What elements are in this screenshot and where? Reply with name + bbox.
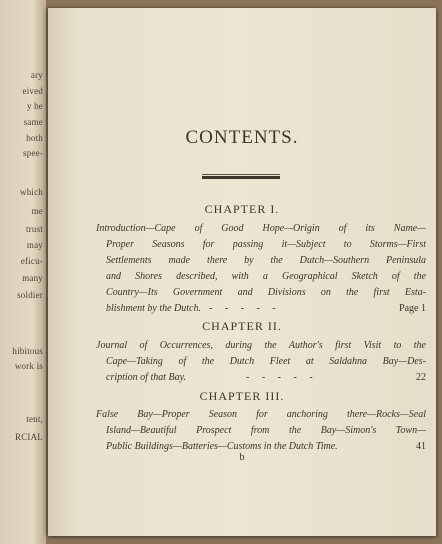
summary-last-line xyxy=(96,370,426,386)
summary-line: Country—Its Government and Divisions on the first Esta- xyxy=(106,287,426,298)
left-page-fragment: both xyxy=(26,133,43,143)
summary-line: Cape—Taking of the Dutch Fleet at Saldahna Bay—Des- xyxy=(106,356,426,367)
left-page-fragment: many xyxy=(22,273,43,283)
chapter-summary xyxy=(96,338,426,386)
left-page-fragment: RCIAL xyxy=(15,432,43,442)
left-page-fragment: ary xyxy=(30,70,43,80)
summary-line: Island—Beautiful Prospect from the Bay—Simon's Town— xyxy=(106,425,426,436)
chapter-summary xyxy=(96,407,426,455)
summary-line: Introduction—Cape of Good Hope—Origin of its Name— xyxy=(96,223,426,234)
left-page-fragment: eficu- xyxy=(20,256,43,266)
summary-line: False Bay—Proper Season for anchoring there—Rocks—Seal xyxy=(96,409,426,420)
left-page-fragment: me xyxy=(31,206,43,216)
page-reference: 22 xyxy=(416,372,426,383)
summary-line: and Shores described, with a Geographical Sketch of the xyxy=(106,271,426,282)
left-facing-page xyxy=(0,0,46,544)
summary-last-line xyxy=(96,301,426,317)
left-page-fragment: may xyxy=(26,240,43,250)
page-title: CONTENTS. xyxy=(185,127,299,148)
left-page-fragment: which xyxy=(20,187,43,197)
summary-line-text: Public Buildings—Batteries—Customs in the Dutch Time. xyxy=(106,441,338,452)
title-rule-ornament xyxy=(202,174,280,179)
chapter-summary xyxy=(96,221,426,317)
dot-leader: - - - - - xyxy=(208,303,281,314)
summary-line: Journal of Occurrences, during the Author's first Visit to the xyxy=(96,340,426,351)
chapter-heading: CHAPTER II. xyxy=(202,319,282,333)
summary-line-text: cription of that Bay. xyxy=(106,372,186,383)
left-page-fragment: work is xyxy=(14,361,43,371)
summary-line: Proper Seasons for passing it—Subject to Storms—First xyxy=(106,239,426,250)
page-reference: Page 1 xyxy=(399,303,426,314)
chapter-heading: CHAPTER III. xyxy=(199,389,285,403)
left-page-fragment: soldier xyxy=(17,290,43,300)
page-reference: 41 xyxy=(416,441,426,452)
summary-line-text: blishment by the Dutch. xyxy=(106,303,201,314)
left-page-fragment: spee- xyxy=(23,148,43,158)
left-page-fragment: y be xyxy=(26,101,43,111)
left-page-fragment: same xyxy=(23,117,43,127)
summary-line: Settlements made there by the Dutch—Southern Peninsula xyxy=(106,255,426,266)
left-page-fragment: tent, xyxy=(26,414,43,424)
contents-page xyxy=(48,8,436,536)
left-page-fragment: hibitous xyxy=(12,346,43,356)
left-page-fragment: eived xyxy=(22,86,43,96)
dot-leader: - - - - - xyxy=(246,372,318,383)
left-page-fragment: trust xyxy=(25,224,43,234)
signature-mark: b xyxy=(239,452,245,463)
chapter-heading: CHAPTER I. xyxy=(204,202,280,216)
